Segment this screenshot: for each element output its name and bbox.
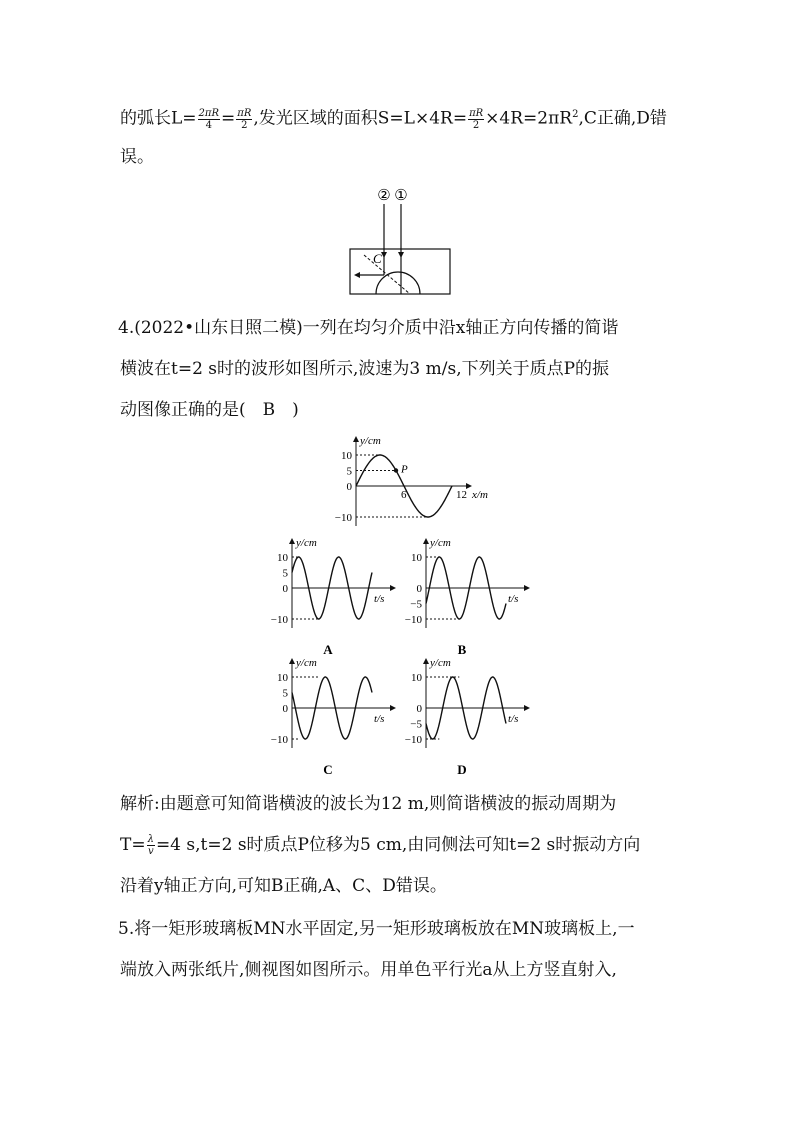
para1-text-3: ×4R=2πR — [485, 108, 573, 129]
analysis-line2 — [120, 833, 640, 857]
wave-chart — [322, 430, 488, 530]
q5-text-2: 端放入两张纸片,侧视图如图所示。用单色平行光a从上方竖直射入, — [120, 960, 617, 980]
angle-label: C — [373, 251, 382, 266]
frac-num: 2πR — [198, 107, 220, 119]
x-axis-label: t/s — [508, 713, 519, 725]
q5-text-1: 5.将一矩形玻璃板MN水平固定,另一矩形玻璃板放在MN玻璃板上,一 — [118, 919, 635, 939]
y-tick-2: 0 — [282, 703, 288, 715]
q4-text-1: 4.(2022•山东日照二模)一列在均匀介质中沿x轴正方向传播的简谐 — [118, 318, 619, 338]
y-tick-0: 10 — [277, 672, 288, 684]
para1-line2 — [120, 145, 154, 169]
y-tick-3: −10 — [270, 614, 288, 626]
point-p-label: P — [401, 463, 408, 476]
y-tick-0: 10 — [277, 552, 288, 564]
y-tick-1: 0 — [416, 583, 422, 595]
option-b-chart — [396, 532, 536, 660]
fraction-pi-r-2 — [236, 108, 252, 131]
y-axis-arrow — [353, 436, 359, 442]
y-axis-label: y/cm — [360, 435, 381, 447]
light-refraction-figure — [340, 180, 460, 300]
y-tick-3: −10 — [270, 734, 288, 746]
option-label: A — [323, 642, 333, 657]
x-axis-arrow — [524, 585, 530, 591]
option-a-chart — [262, 532, 402, 660]
y-axis-label: y/cm — [296, 657, 317, 669]
x-axis-arrow — [524, 705, 530, 711]
analysis-text-2b: =4 s,t=2 s时质点P位移为5 cm,由同侧法可知t=2 s时振动方向 — [155, 835, 641, 855]
frac-den: 2 — [241, 119, 248, 131]
option-c-chart — [262, 652, 402, 780]
q4-text-2: 横波在t=2 s时的波形如图所示,波速为3 m/s,下列关于质点P的振 — [120, 359, 610, 379]
y-tick-1: 0 — [416, 703, 422, 715]
q5-line1 — [118, 917, 635, 941]
y-tick-1: 5 — [282, 687, 288, 700]
para1-line1 — [120, 103, 667, 131]
q4-line3 — [120, 398, 299, 422]
fraction-lambda-v — [147, 834, 155, 857]
y-axis-label: y/cm — [430, 657, 451, 669]
analysis-text-1: 解析:由题意可知简谐横波的波长为12 m,则简谐横波的振动周期为 — [120, 794, 617, 814]
superscript: 2 — [572, 109, 579, 120]
y-axis-arrow — [289, 538, 295, 544]
option-label: C — [323, 762, 333, 777]
y-tick-0: 10 — [341, 450, 352, 462]
y-tick-1: 5 — [346, 465, 352, 478]
para1-text-2: ,发光区域的面积S=L×4R= — [253, 108, 468, 129]
analysis-text-2a: T= — [120, 835, 146, 855]
frac-den: v — [147, 846, 154, 857]
y-tick-3: −10 — [404, 734, 422, 746]
x-axis-label: t/s — [374, 593, 385, 605]
y-tick-0: 10 — [411, 552, 422, 564]
ray1-arrow — [398, 252, 404, 258]
point-p — [394, 468, 398, 472]
option-d-chart — [396, 652, 536, 780]
y-axis-arrow — [289, 658, 295, 664]
y-tick-3: −10 — [334, 512, 352, 524]
frac-num: λ — [147, 834, 154, 845]
frac-den: 2 — [472, 119, 480, 131]
ray2-arrow — [381, 252, 387, 258]
y-tick-3: −10 — [404, 614, 422, 626]
y-tick-0: 10 — [411, 672, 422, 684]
para1-text-1: 的弧长L= — [120, 108, 197, 129]
x-tick-12: 12 — [456, 489, 467, 501]
ray1-label: ① — [394, 188, 408, 204]
y-axis-label: y/cm — [430, 537, 451, 549]
y-axis-arrow — [423, 538, 429, 544]
option-label: D — [457, 762, 467, 777]
analysis-line1 — [120, 792, 616, 816]
y-tick-2: −5 — [410, 718, 422, 731]
x-axis-label: t/s — [508, 593, 519, 605]
fraction-arc-length — [198, 108, 220, 131]
equals-sign: = — [221, 108, 236, 129]
y-tick-1: 5 — [282, 567, 288, 580]
y-axis-arrow — [423, 658, 429, 664]
q4-line2 — [120, 357, 609, 381]
para1-text-5: 误。 — [120, 147, 154, 167]
analysis-text-3: 沿着y轴正方向,可知B正确,A、C、D错误。 — [120, 876, 447, 896]
frac-num: πR — [237, 107, 252, 119]
frac-den: 4 — [205, 119, 212, 131]
para1-text-4: ,C正确,D错 — [578, 108, 667, 129]
fraction-pi-r-2b — [468, 108, 484, 131]
y-axis-label: y/cm — [296, 537, 317, 549]
frac-num: πR — [469, 107, 484, 119]
q4-text-3: 动图像正确的是( B ) — [120, 400, 299, 420]
y-tick-2: 0 — [282, 583, 288, 595]
x-axis-label: t/s — [374, 713, 385, 725]
ray2-label: ② — [377, 188, 391, 204]
x-axis-label: x/m — [472, 489, 488, 501]
q4-line1 — [118, 316, 618, 340]
q5-line2 — [120, 958, 617, 982]
x-tick-6: 6 — [401, 489, 407, 501]
y-tick-2: 0 — [346, 481, 352, 493]
reflected-arrow — [354, 272, 360, 278]
y-tick-2: −5 — [410, 598, 422, 611]
option-label: B — [457, 642, 467, 657]
analysis-line3 — [120, 874, 447, 898]
